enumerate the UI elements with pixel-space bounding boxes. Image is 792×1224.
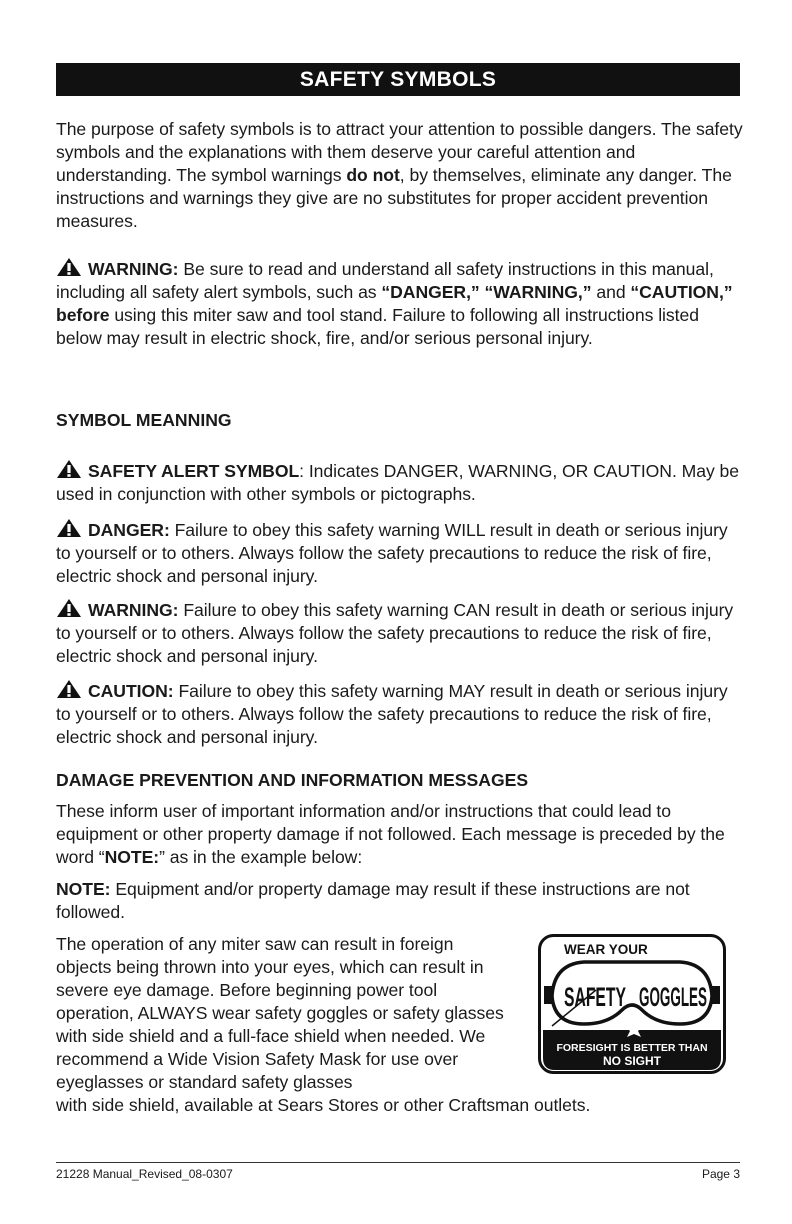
symbol-label: CAUTION: [88, 681, 174, 701]
symbol-text: : Indicates DANGER, WARNING, OR CAUTION. May be used in conjunction with other symbols or pictographs. [56, 461, 740, 504]
warning-label: WARNING: [88, 259, 179, 279]
symbol-item-warning [56, 598, 746, 668]
warning-triangle-icon [56, 459, 82, 479]
warning-paragraph [56, 257, 746, 350]
sign-word-safety: SAFETY [564, 982, 626, 1012]
sign-top-text: WEAR YOUR [564, 942, 648, 957]
symbol-label: DANGER: [88, 520, 170, 540]
intro-bold: do not [346, 165, 400, 185]
note-label: NOTE: [56, 879, 111, 899]
symbol-meaning-heading: SYMBOL MEANNING [56, 410, 232, 430]
symbol-text: Failure to obey this safety warning CAN result in death or serious injury to yourself or to others. Always follow the safety precautions to reduce the risk of fire, electric shock and personal injury. [56, 600, 734, 666]
warning-bold-2: “CAUTION,” before [56, 282, 733, 325]
operation-paragraph: The operation of any miter saw can result in foreign objects being thrown into your eyes, which can result in severe eye damage. Before beginning power tool operation, ALWAYS wear safety goggles or safety glasses with side shield and a full-face shield when needed. We recommend a Wide Vision Safety Mask for use over eyeglasses or standard safety glasses [56, 934, 504, 1092]
warning-text-2: and [591, 282, 631, 302]
damage-text-1: These inform user of important information and/or instructions that could lead to equipment or other property damage if not followed. Each message is preceded by the word “ [56, 801, 725, 867]
intro-paragraph [56, 118, 746, 233]
footer-rule [56, 1162, 740, 1163]
note-paragraph [56, 878, 746, 924]
sign-line-1: FORESIGHT IS BETTER THAN [556, 1042, 708, 1054]
symbol-label: WARNING: [88, 600, 179, 620]
symbol-item-danger [56, 518, 746, 588]
intro-text-1: The purpose of safety symbols is to attract your attention to possible dangers. The safety symbols and the explanations with them deserve your careful attention and understanding. The symbol warnings [56, 119, 743, 185]
section-banner: SAFETY SYMBOLS [56, 63, 740, 96]
symbol-item-caution [56, 679, 746, 749]
damage-bold: NOTE: [104, 847, 160, 867]
symbol-text: Failure to obey this safety warning MAY result in death or serious injury to yourself or to others. Always follow the safety precautions to reduce the risk of fire, electric shock and personal injury. [56, 681, 728, 747]
symbol-item-safety-alert [56, 459, 746, 506]
warning-triangle-icon [56, 679, 82, 699]
sign-word-goggles: GOGGLES [639, 982, 707, 1012]
warning-triangle-icon [56, 257, 82, 277]
damage-paragraph [56, 800, 746, 869]
damage-heading: DAMAGE PREVENTION AND INFORMATION MESSAGES [56, 770, 529, 790]
warning-text-1: Be sure to read and understand all safety instructions in this manual, including all safety alert symbols, such as [56, 259, 714, 302]
note-text: Equipment and/or property damage may result if these instructions are not followed. [56, 879, 690, 922]
warning-triangle-icon [56, 518, 82, 538]
warning-triangle-icon [56, 598, 82, 618]
footer-doc-id: 21228 Manual_Revised_08-0307 [56, 1167, 233, 1181]
damage-text-2: ” as in the example below: [159, 847, 363, 867]
sign-line-2: NO SIGHT [602, 1054, 662, 1068]
safety-goggles-sign [538, 934, 726, 1074]
footer-page-number: Page 3 [701, 1167, 740, 1181]
warning-bold-1: “DANGER,” “WARNING,” [381, 282, 592, 302]
symbol-label: SAFETY ALERT SYMBOL [88, 461, 300, 481]
operation-paragraph-tail: with side shield, available at Sears Stores or other Craftsman outlets. [56, 1095, 591, 1115]
symbol-text: Failure to obey this safety warning WILL result in death or serious injury to yourself or to others. Always follow the safety precautions to reduce the risk of fire, electric shock and personal injury. [56, 520, 728, 586]
intro-text-2: , by themselves, eliminate any danger. The instructions and warnings they give are no substitutes for proper accident prevention measures. [56, 165, 732, 231]
warning-text-3: using this miter saw and tool stand. Failure to following all instructions listed below may result in electric shock, fire, and/or serious personal injury. [56, 305, 699, 348]
